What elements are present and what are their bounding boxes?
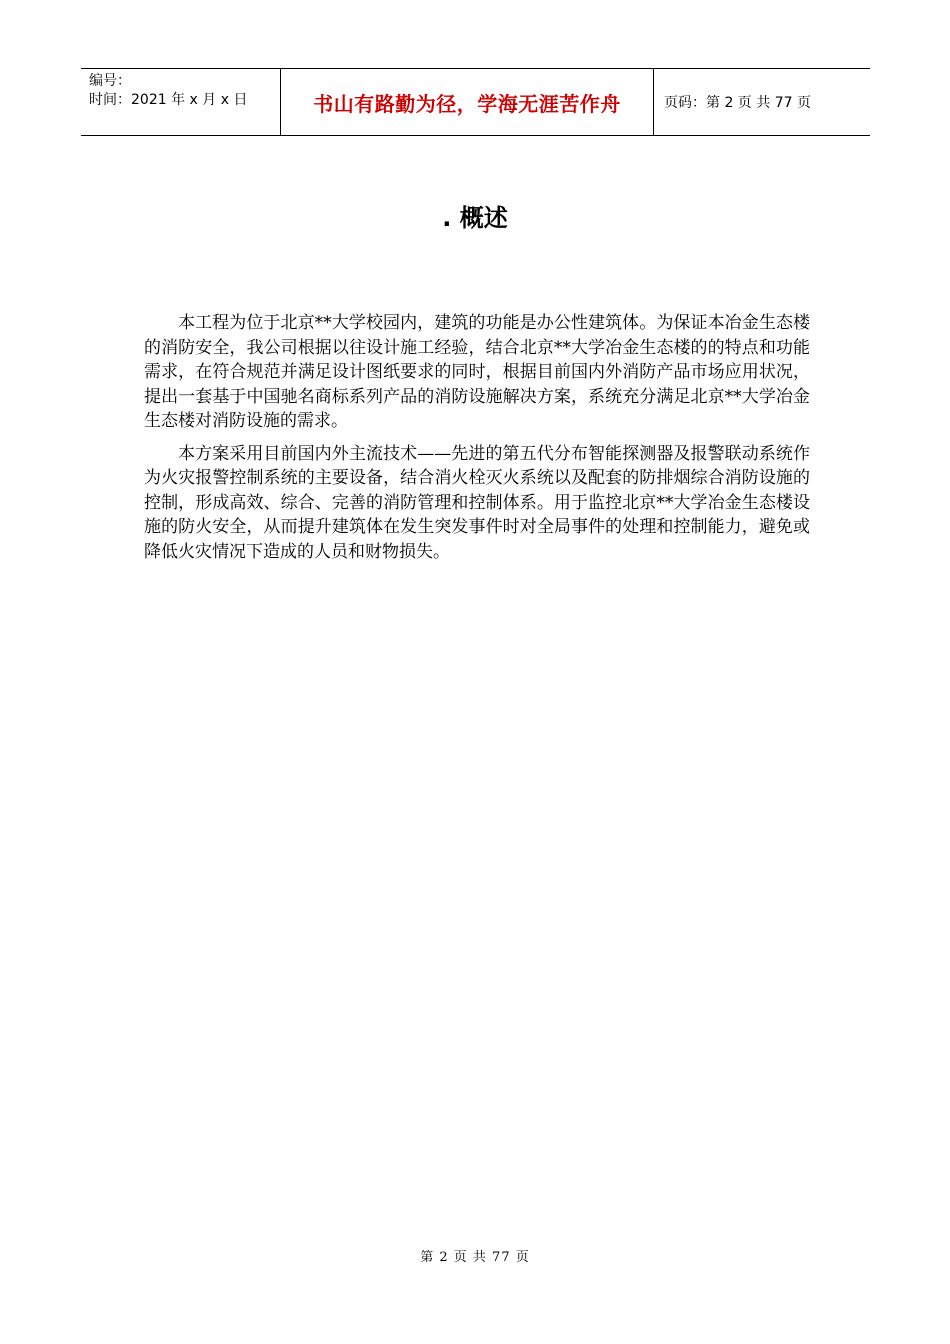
paragraph: 本方案采用目前国内外主流技术——先进的第五代分布智能探测器及报警联动系统作为火灾报警控制系统的主要设备，结合消火栓灭火系统以及配套的防排烟综合消防设施的控制，形成高效、综合、完善的消防管理和控制体系。用于监控北京**大学冶金生态楼设施的防火安全，从而提升建筑体在发生突发事件时对全局事件的处理和控制能力，避免或降低火灾情况下造成的人员和财物损失。 bbox=[144, 443, 810, 562]
document-date: 时间：2021 年 x 月 x 日 bbox=[89, 92, 248, 108]
document-header bbox=[81, 68, 870, 136]
paragraph: 本工程为位于北京**大学校园内，建筑的功能是办公性建筑体。为保证本冶金生态楼的消防安全，我公司根据以往设计施工经验，结合北京**大学冶金生态楼的的特点和功能需求，在符合规范并满足设计图纸要求的同时，根据目前国内外消防产品市场应用状况，提出一套基于中国驰名商标系列产品的消防设施解决方案，系统充分满足北京**大学冶金生态楼对消防设施的需求。 bbox=[144, 313, 810, 431]
document-number-label: 编号： bbox=[89, 73, 131, 89]
header-page-info: 页码：第 2 页 共 77 页 bbox=[664, 95, 811, 111]
header-motto-cell bbox=[281, 69, 654, 135]
page-footer: 第 2 页 共 77 页 bbox=[420, 1250, 530, 1265]
header-page-cell bbox=[654, 69, 870, 135]
motto-text: 书山有路勤为径，学海无涯苦作舟 bbox=[313, 91, 621, 116]
section-title: . 概述 bbox=[442, 204, 508, 232]
header-meta-cell bbox=[81, 69, 281, 135]
body-content bbox=[144, 311, 810, 572]
